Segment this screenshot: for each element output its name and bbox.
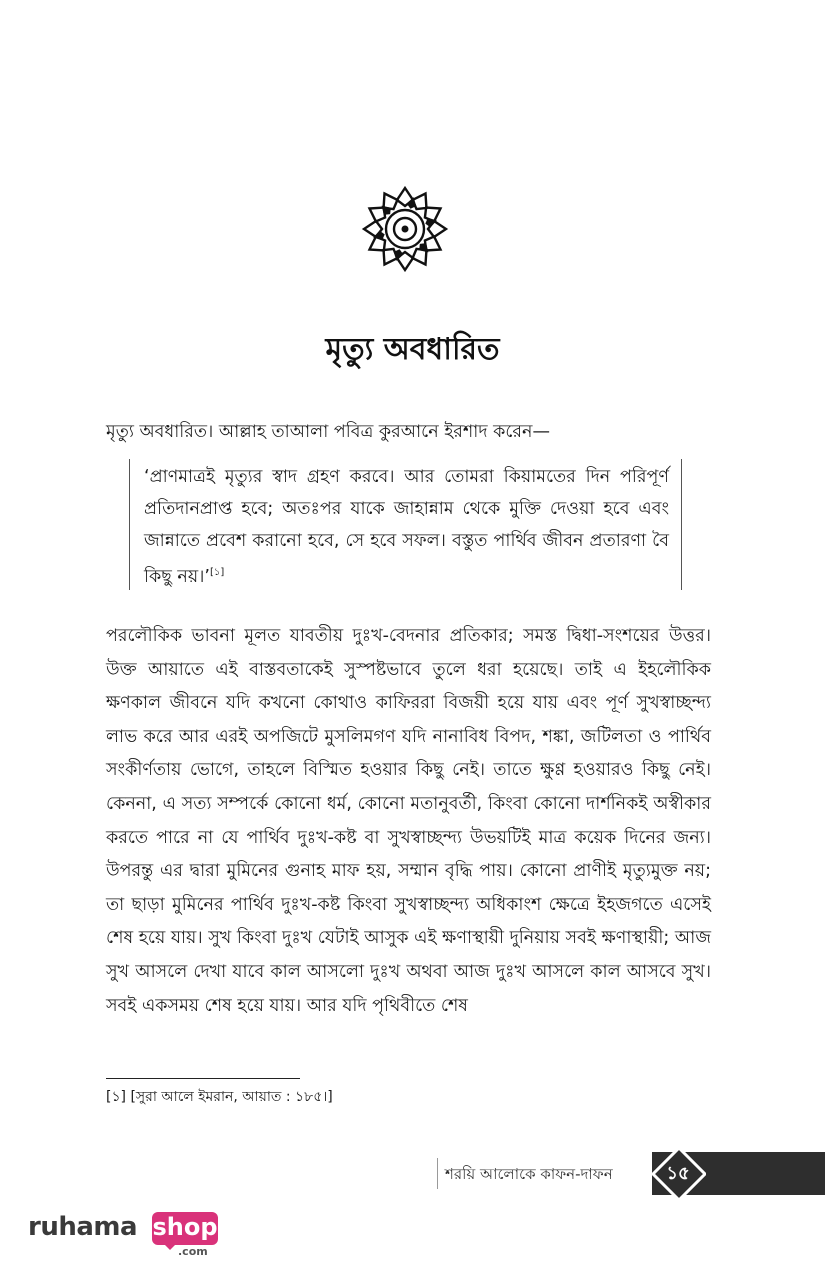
page-number: ১৫ bbox=[666, 1163, 690, 1184]
logo-domain: .com bbox=[178, 1245, 208, 1258]
intro-line: মৃত্যু অবধারিত। আল্লাহ তাআলা পবিত্র কুরআনে ইরশাদ করেন— bbox=[106, 422, 550, 442]
running-book-title: শরয়ি আলোকে কাফন-দাফন bbox=[445, 1165, 613, 1183]
floral-rosette-icon bbox=[360, 184, 450, 274]
quote-text-wrap bbox=[130, 459, 681, 593]
footer-divider bbox=[437, 1158, 438, 1189]
quote-block bbox=[129, 459, 682, 590]
footnote: [১] [সুরা আলে ইমরান, আয়াত : ১৮৫।] bbox=[106, 1089, 333, 1105]
quote-text: ‘প্রাণমাত্রই মৃত্যুর স্বাদ গ্রহণ করবে। আর তোমরা কিয়ামতের দিন পরিপূর্ণ প্রতিদানপ্রাপ্ত হবে; অতঃপর যাকে জাহান্নাম থেকে মুক্তি দেওয়া হবে এবং জান্নাতে প্রবেশ করানো হবে, সে হবে সফল। বস্তুত পার্থিব জীবন প্রতারণা বৈ কিছু নয়।’ bbox=[144, 467, 669, 587]
chapter-title: মৃত্যু অবধারিত bbox=[325, 332, 500, 367]
logo-text-ruhama: ruhama bbox=[28, 1212, 138, 1242]
body-paragraph: পরলৌকিক ভাবনা মূলত যাবতীয় দুঃখ-বেদনার প্রতিকার; সমস্ত দ্বিধা-সংশয়ের উত্তর। উক্ত আয়াতে এই বাস্তবতাকেই সুস্পষ্টভাবে তুলে ধরা হয়েছে। তাই এ ইহলৌকিক ক্ষণকাল জীবনে যদি কখনো কোথাও কাফিররা বিজয়ী হয়ে যায় এবং পূর্ণ সুখস্বাচ্ছন্দ্য লাভ করে আর এরই অপজিটে মুসলিমগণ যদি নানাবিধ বিপদ, শঙ্কা, জটিলতা ও পার্থিব সংকীর্ণতায় ভোগে, তাহলে বিস্মিত হওয়ার কিছু নেই। তাতে ক্ষুণ্ণ হওয়ারও কিছু নেই। কেননা, এ সত্য সম্পর্কে কোনো ধর্ম, কোনো মতানুবর্তী, কিংবা কোনো দার্শনিকই অস্বীকার করতে পারে না যে পার্থিব দুঃখ-কষ্ট বা সুখস্বাচ্ছন্দ্য উভয়টিই মাত্র কয়েক দিনের জন্য। উপরন্তু এর দ্বারা মুমিনের গুনাহ মাফ হয়, সম্মান বৃদ্ধি পায়। কোনো প্রাণীই মৃত্যুমুক্ত নয়; তা ছাড়া মুমিনের পার্থিব দুঃখ-কষ্ট কিংবা সুখস্বাচ্ছন্দ্য অধিকাংশ ক্ষেত্রে ইহজগতে এসেই শেষ হয়ে যায়। সুখ কিংবা দুঃখ যেটাই আসুক এই ক্ষণাস্থায়ী দুনিয়ায় সবই ক্ষণাস্থায়ী; আজ সুখ আসলে দেখা যাবে কাল আসলো দুঃখ অথবা আজ দুঃখ আসলে কাল আসবে সুখ। সবই একসময় শেষ হয়ে যায়। আর যদি পৃথিবীতে শেষ bbox=[106, 626, 711, 1016]
footnote-marker[interactable]: [১] bbox=[210, 567, 225, 578]
speech-bubble-tail-icon bbox=[162, 1242, 178, 1250]
footnote-divider bbox=[106, 1078, 300, 1079]
logo-text-shop: shop bbox=[152, 1212, 218, 1245]
